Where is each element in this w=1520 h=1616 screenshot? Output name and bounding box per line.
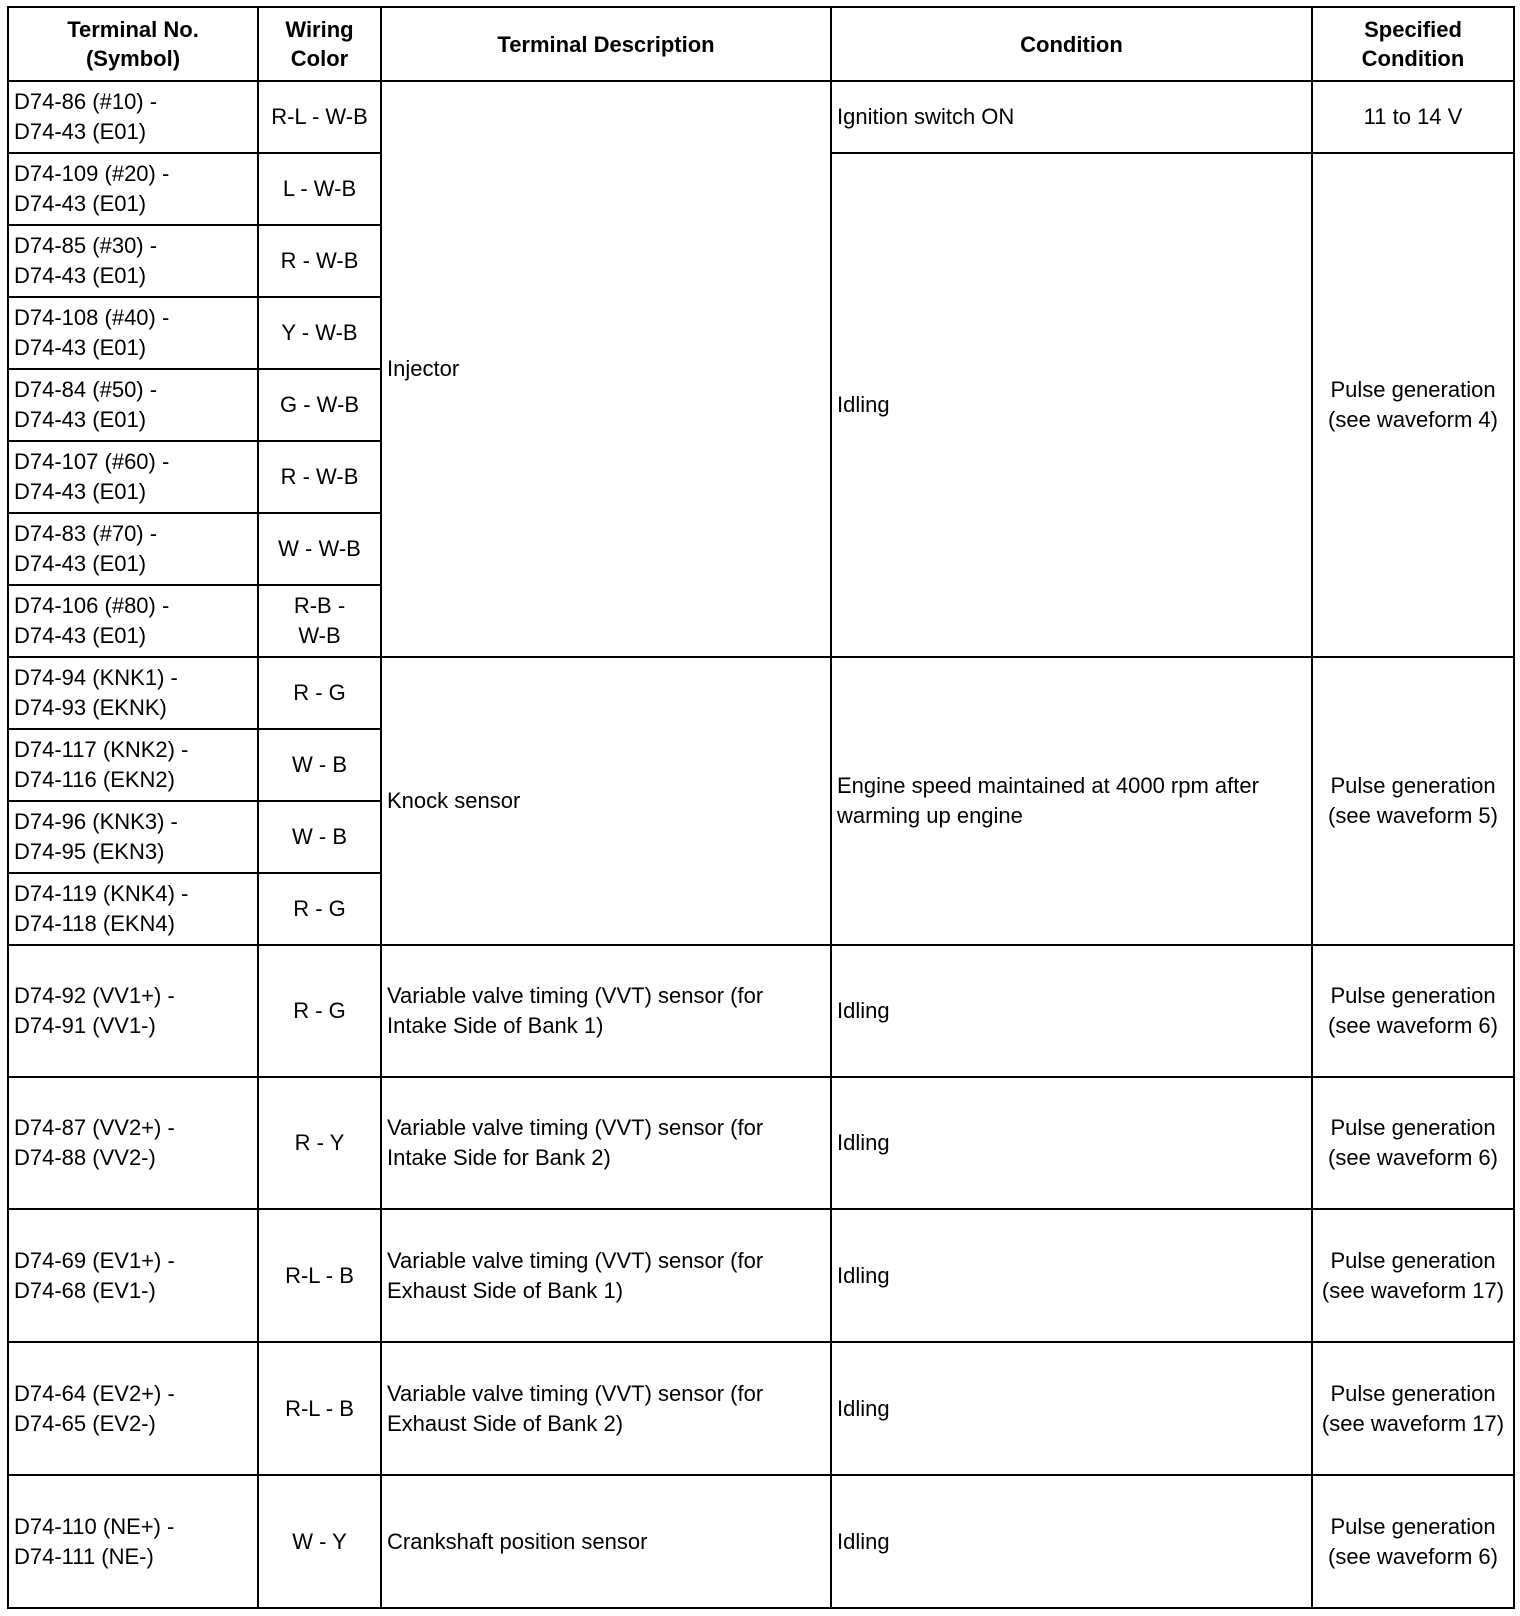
- terminal-cell: D74-69 (EV1+) - D74-68 (EV1-): [8, 1209, 258, 1342]
- header-specified-line2: Condition: [1361, 46, 1465, 71]
- wiring-cell: Y - W-B: [258, 297, 381, 369]
- terminal-cell: D74-108 (#40) - D74-43 (E01): [8, 297, 258, 369]
- terminal-cell: D74-86 (#10) - D74-43 (E01): [8, 81, 258, 153]
- terminal-cell: D74-83 (#70) - D74-43 (E01): [8, 513, 258, 585]
- terminal-cell: D74-109 (#20) - D74-43 (E01): [8, 153, 258, 225]
- wiring-cell: W - B: [258, 729, 381, 801]
- wiring-cell: R - G: [258, 657, 381, 729]
- terminal-cell: D74-85 (#30) - D74-43 (E01): [8, 225, 258, 297]
- wiring-cell: R - G: [258, 873, 381, 945]
- description-cell-knock: Knock sensor: [381, 657, 831, 945]
- wiring-cell: R - W-B: [258, 441, 381, 513]
- terminal-cell: D74-96 (KNK3) - D74-95 (EKN3): [8, 801, 258, 873]
- wiring-cell: G - W-B: [258, 369, 381, 441]
- header-wiring-line2: Color: [290, 46, 349, 71]
- terminal-cell: D74-84 (#50) - D74-43 (E01): [8, 369, 258, 441]
- terminal-cell: D74-87 (VV2+) - D74-88 (VV2-): [8, 1077, 258, 1209]
- specified-cell-waveform-4: Pulse generation (see waveform 4): [1312, 153, 1514, 657]
- wiring-cell: W - W-B: [258, 513, 381, 585]
- condition-cell: Idling: [831, 945, 1312, 1077]
- terminal-cell: D74-106 (#80) - D74-43 (E01): [8, 585, 258, 657]
- specified-cell: Pulse generation (see waveform 6): [1312, 1475, 1514, 1608]
- description-cell: Variable valve timing (VVT) sensor (for Intake Side of Bank 1): [381, 945, 831, 1077]
- specified-cell: Pulse generation (see waveform 17): [1312, 1209, 1514, 1342]
- table-row: [8, 1475, 1514, 1608]
- terminal-cell: D74-107 (#60) - D74-43 (E01): [8, 441, 258, 513]
- specified-cell: Pulse generation (see waveform 6): [1312, 1077, 1514, 1209]
- terminal-cell: D74-117 (KNK2) - D74-116 (EKN2): [8, 729, 258, 801]
- header-terminal-line1: Terminal No.: [67, 17, 199, 42]
- terminal-cell: D74-92 (VV1+) - D74-91 (VV1-): [8, 945, 258, 1077]
- condition-cell-idling-injector: Idling: [831, 153, 1312, 657]
- header-condition: Condition: [831, 7, 1312, 81]
- wiring-cell: R-L - B: [258, 1209, 381, 1342]
- header-row: [8, 7, 1514, 81]
- header-wiring: [258, 7, 381, 81]
- table-row: [8, 1342, 1514, 1475]
- table-row: [8, 945, 1514, 1077]
- condition-cell-knock: Engine speed maintained at 4000 rpm after warming up engine: [831, 657, 1312, 945]
- description-cell-injector: Injector: [381, 81, 831, 657]
- terminal-spec-table: [7, 6, 1515, 1609]
- wiring-cell: R-L - B: [258, 1342, 381, 1475]
- table-row: [8, 81, 1514, 153]
- condition-cell-ignition-on: Ignition switch ON: [831, 81, 1312, 153]
- wiring-cell: R - W-B: [258, 225, 381, 297]
- table-row: [8, 1209, 1514, 1342]
- description-cell: Variable valve timing (VVT) sensor (for Exhaust Side of Bank 2): [381, 1342, 831, 1475]
- specified-cell-voltage: 11 to 14 V: [1312, 81, 1514, 153]
- description-cell: Crankshaft position sensor: [381, 1475, 831, 1608]
- description-cell: Variable valve timing (VVT) sensor (for Intake Side for Bank 2): [381, 1077, 831, 1209]
- specified-cell: Pulse generation (see waveform 17): [1312, 1342, 1514, 1475]
- condition-cell: Idling: [831, 1475, 1312, 1608]
- specified-cell: Pulse generation (see waveform 6): [1312, 945, 1514, 1077]
- wiring-cell: L - W-B: [258, 153, 381, 225]
- specified-cell-waveform-5: Pulse generation (see waveform 5): [1312, 657, 1514, 945]
- wiring-cell: R - G: [258, 945, 381, 1077]
- terminal-cell: D74-64 (EV2+) - D74-65 (EV2-): [8, 1342, 258, 1475]
- header-specified-line1: Specified: [1364, 17, 1462, 42]
- condition-cell: Idling: [831, 1209, 1312, 1342]
- condition-cell: Idling: [831, 1342, 1312, 1475]
- header-wiring-line1: Wiring: [285, 17, 354, 42]
- header-specified: [1312, 7, 1514, 81]
- wiring-cell: R-L - W-B: [258, 81, 381, 153]
- wiring-cell: W - Y: [258, 1475, 381, 1608]
- terminal-cell: D74-94 (KNK1) - D74-93 (EKNK): [8, 657, 258, 729]
- table-row: [8, 657, 1514, 729]
- wiring-cell: R-B - W-B: [258, 585, 381, 657]
- header-description: Terminal Description: [381, 7, 831, 81]
- terminal-cell: D74-110 (NE+) - D74-111 (NE-): [8, 1475, 258, 1608]
- header-terminal: [8, 7, 258, 81]
- condition-cell: Idling: [831, 1077, 1312, 1209]
- wiring-cell: R - Y: [258, 1077, 381, 1209]
- table-row: [8, 1077, 1514, 1209]
- wiring-cell: W - B: [258, 801, 381, 873]
- terminal-cell: D74-119 (KNK4) - D74-118 (EKN4): [8, 873, 258, 945]
- header-terminal-line2: (Symbol): [85, 46, 181, 71]
- description-cell: Variable valve timing (VVT) sensor (for Exhaust Side of Bank 1): [381, 1209, 831, 1342]
